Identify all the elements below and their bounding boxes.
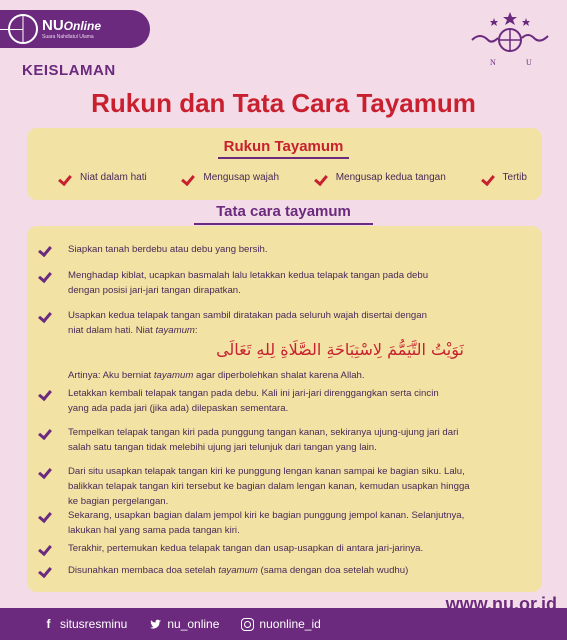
list-item: Letakkan kembali telapak tangan pada debu. Kali ini jari-jari direnggangkan serta cincin yang ada pada jari (jika ada) dilepaskan sementara. xyxy=(40,386,530,416)
check-icon xyxy=(40,510,54,520)
check-icon xyxy=(316,173,330,183)
tata-heading: Tata cara tayamum xyxy=(194,203,373,225)
brand-tagline: Suara Nahdlatul Ulama xyxy=(42,34,94,40)
check-icon xyxy=(60,173,74,183)
twitter-link[interactable]: nu_online xyxy=(149,617,219,631)
list-item: Sekarang, usapkan bagian dalam jempol kiri ke bagian punggung jempol kanan. Selanjutnya, lakukan hal yang sama pada tangan kiri. xyxy=(40,508,530,538)
list-item: Disunahkan membaca doa setelah tayamum (sama dengan doa setelah wudhu) xyxy=(40,563,530,578)
artinya-text: Artinya: Aku berniat tayamum agar diperbolehkan shalat karena Allah. xyxy=(68,370,365,381)
instagram-icon xyxy=(241,618,254,631)
brand-name: NU xyxy=(42,17,64,34)
check-icon xyxy=(40,543,54,553)
list-item: Usapkan kedua telapak tangan sambil diratakan pada seluruh wajah disertai dengan niat dalam hati. Niat tayamum: xyxy=(40,308,530,338)
list-item: Siapkan tanah berdebu atau debu yang bersih. xyxy=(40,242,530,257)
rukun-item: Mengusap wajah xyxy=(183,172,279,183)
check-icon xyxy=(40,310,54,320)
rukun-item: Tertib xyxy=(483,172,527,183)
check-icon xyxy=(40,427,54,437)
check-icon xyxy=(40,244,54,254)
check-icon xyxy=(40,388,54,398)
rukun-item: Niat dalam hati xyxy=(60,172,147,183)
svg-text:U: U xyxy=(526,58,532,67)
twitter-icon xyxy=(149,618,162,631)
instagram-link[interactable]: nuonline_id xyxy=(241,617,320,631)
niat-arabic: نَوَيْتُ التَّيَمُّمَ لِاسْتِبَاحَةِ الصَّلَاةِ لِلهِ تَعَالَى xyxy=(216,340,464,359)
check-icon xyxy=(40,466,54,476)
list-item: Dari situ usapkan telapak tangan kiri ke punggung lengan kanan sampai ke bagian siku. Lalu, balikkan telapak tangan kiri tersebut ke bagian dalam lengan kanan, kemudan usapkan hingga ke bagian pergelangan. xyxy=(40,464,530,509)
svg-text:N: N xyxy=(490,58,496,67)
check-icon xyxy=(183,173,197,183)
nu-emblem-icon xyxy=(468,10,553,70)
facebook-icon: f xyxy=(46,617,51,631)
check-icon xyxy=(40,270,54,280)
list-item: Menghadap kiblat, ucapkan basmalah lalu letakkan kedua telapak tangan pada debu dengan posisi jari-jari tangan dirapatkan. xyxy=(40,268,530,298)
check-icon xyxy=(483,173,497,183)
website-link[interactable]: www.nu.or.id xyxy=(445,594,557,614)
list-item: Terakhir, pertemukan kedua telapak tangan dan usap-usapkan di antara jari-jarinya. xyxy=(40,541,530,556)
facebook-link[interactable]: f situsresminu xyxy=(42,617,127,631)
page-title: Rukun dan Tata Cara Tayamum xyxy=(91,88,476,118)
category-label: KEISLAMAN xyxy=(22,62,116,79)
rukun-heading: Rukun Tayamum xyxy=(218,138,350,159)
globe-icon xyxy=(8,14,38,44)
nu-online-logo xyxy=(0,10,150,48)
check-icon xyxy=(40,565,54,575)
rukun-item: Mengusap kedua tangan xyxy=(316,172,446,183)
rukun-list xyxy=(60,172,527,183)
list-item: Tempelkan telapak tangan kiri pada punggung tangan kanan, sekiranya ujung-ujung jari dari salah satu tangan tidak melebihi ujung jari telunjuk dari tangan yang lain. xyxy=(40,425,530,455)
brand-suffix: Online xyxy=(63,19,102,33)
